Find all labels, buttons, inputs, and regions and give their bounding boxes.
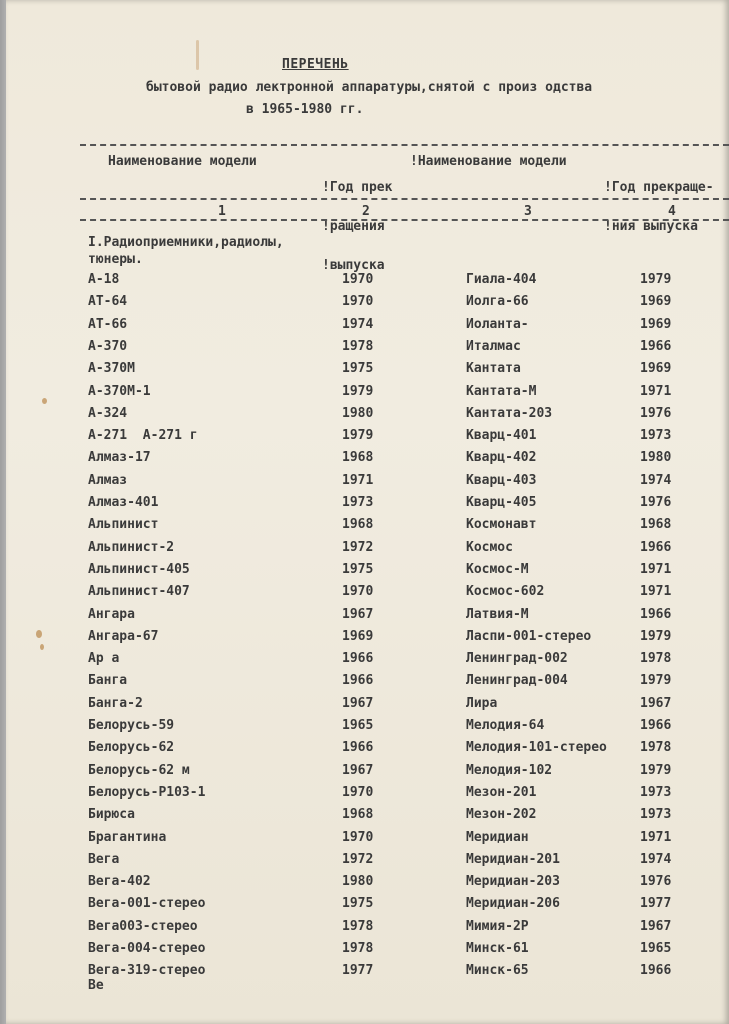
model-name: Алмаз-401 [88, 495, 159, 510]
model-name: Лира [466, 695, 498, 711]
discontinued-year: 1966 [342, 651, 374, 667]
model-name: Космонавт [466, 517, 537, 533]
discontinued-year: 1971 [640, 584, 672, 600]
discontinued-year: 1965 [640, 941, 672, 956]
discontinued-year: 1965 [342, 718, 374, 733]
model-name: Гиала-404 [466, 272, 537, 287]
model-name: Меридиан-201 [466, 851, 560, 867]
model-name: Ленинград-004 [466, 673, 568, 689]
model-name: Кантата-203 [466, 405, 553, 421]
model-name: Вега-004-стерео [88, 941, 206, 956]
discontinued-year: 1967 [640, 695, 672, 711]
column-header-1: Наименование модели [108, 154, 257, 169]
discontinued-year: 1975 [342, 561, 374, 577]
model-name: А-18 [88, 272, 120, 287]
discontinued-year: 1970 [342, 784, 374, 800]
model-name: Мелодия-101-стерео [466, 740, 607, 756]
model-name: Альпинист-2 [88, 539, 175, 555]
discontinued-year: 1971 [640, 561, 672, 577]
model-name: Белорусь-Р103-1 [88, 784, 206, 800]
discontinued-year: 1972 [342, 851, 374, 867]
discontinued-year: 1973 [640, 428, 672, 444]
model-name: Меридиан [466, 829, 529, 845]
model-name: Кварц-405 [466, 495, 537, 510]
discontinued-year: 1970 [342, 584, 374, 600]
section-heading: I.Радиоприемники,радиолы, тюнеры. [88, 235, 284, 267]
discontinued-year: 1973 [640, 807, 672, 823]
model-name: Белорусь-59 [88, 718, 175, 733]
discontinued-year: 1966 [640, 338, 672, 354]
model-name: Банга-2 [88, 695, 143, 711]
model-name: Бирюса [88, 807, 135, 823]
discontinued-year: 1969 [640, 361, 672, 377]
model-name: А-370 [88, 338, 128, 354]
discontinued-year: 1978 [342, 941, 374, 956]
model-name: АТ-64 [88, 294, 128, 310]
discontinued-year: 1969 [640, 316, 672, 332]
model-name: Латвия-М [466, 606, 529, 622]
model-name: Ангара-67 [88, 628, 159, 644]
rust-stain [196, 40, 199, 70]
discontinued-year: 1968 [342, 517, 374, 533]
discontinued-year: 1975 [342, 896, 374, 912]
document-subtitle: бытовой радио лектронной аппаратуры,снятой с произ одства [146, 80, 593, 95]
model-name: А-324 [88, 405, 128, 421]
model-name: Космос [466, 539, 513, 555]
model-name: Вега-319-стерео [88, 963, 206, 979]
model-name: А-370М-1 [88, 383, 151, 399]
discontinued-year: 1976 [640, 495, 672, 510]
model-name: Белорусь-62 [88, 740, 175, 756]
discontinued-year: 1980 [640, 450, 672, 466]
model-name: Мимия-2Р [466, 918, 529, 934]
column-number-1: 1 [218, 204, 226, 219]
page-continuation-fragment: Ве [88, 978, 104, 993]
model-name: Меридиан-203 [466, 874, 560, 890]
discontinued-year: 1978 [640, 651, 672, 667]
discontinued-year: 1967 [342, 606, 374, 622]
discontinued-year: 1970 [342, 294, 374, 310]
discontinued-year: 1975 [342, 361, 374, 377]
discontinued-year: 1971 [640, 383, 672, 399]
discontinued-year: 1966 [640, 539, 672, 555]
column-header-2-line: !ращения [322, 219, 385, 234]
model-name: Мезон-201 [466, 784, 537, 800]
model-name: Минск-61 [466, 941, 529, 956]
model-name: Ар а [88, 651, 120, 667]
discontinued-year: 1966 [342, 740, 374, 756]
discontinued-year: 1973 [640, 784, 672, 800]
model-name: Минск-65 [466, 963, 529, 979]
model-name: Вега-001-стерео [88, 896, 206, 912]
discontinued-year: 1972 [342, 539, 374, 555]
model-name: Кварц-402 [466, 450, 537, 466]
discontinued-year: 1977 [342, 963, 374, 979]
model-name: Вега-402 [88, 874, 151, 890]
discontinued-year: 1978 [640, 740, 672, 756]
model-name: А-271 А-271 г [88, 428, 198, 444]
model-name: Ленинград-002 [466, 651, 568, 667]
model-name: Кварц-401 [466, 428, 537, 444]
discontinued-year: 1967 [640, 918, 672, 934]
discontinued-year: 1979 [640, 272, 672, 287]
model-name: Кантата [466, 361, 521, 377]
column-header-2-line: !выпуска [322, 258, 385, 273]
model-name: А-370М [88, 361, 135, 377]
model-name: Альпинист-405 [88, 561, 190, 577]
discontinued-year: 1968 [342, 450, 374, 466]
model-name: Ласпи-001-стерео [466, 628, 592, 644]
discontinued-year: 1966 [640, 963, 672, 979]
discontinued-year: 1971 [342, 472, 374, 488]
discontinued-year: 1976 [640, 405, 672, 421]
model-name: Брагантина [88, 829, 167, 845]
model-name: Мелодия-102 [466, 762, 553, 778]
discontinued-year: 1969 [342, 628, 374, 644]
discontinued-year: 1979 [640, 762, 672, 778]
header-mid-rule [80, 198, 729, 200]
rust-stain [40, 644, 44, 650]
model-name: Космос-М [466, 561, 529, 577]
model-name: Алмаз [88, 472, 128, 488]
model-name: Вега [88, 851, 120, 867]
column-header-4-line: !Год прекраще- [604, 180, 714, 195]
discontinued-year: 1979 [342, 428, 374, 444]
model-name: Иолга-66 [466, 294, 529, 310]
discontinued-year: 1966 [640, 718, 672, 733]
header-top-rule [80, 144, 729, 146]
model-name: Альпинист [88, 517, 159, 533]
model-name: Банга [88, 673, 128, 689]
model-name: Ангара [88, 606, 135, 622]
model-name: Кварц-403 [466, 472, 537, 488]
discontinued-year: 1974 [640, 851, 672, 867]
model-name: Италмас [466, 338, 521, 354]
discontinued-year: 1979 [640, 673, 672, 689]
discontinued-year: 1970 [342, 829, 374, 845]
column-header-2-line: !Год прек [322, 180, 393, 195]
discontinued-year: 1979 [640, 628, 672, 644]
document-period: в 1965-1980 гг. [246, 102, 364, 117]
discontinued-year: 1966 [342, 673, 374, 689]
discontinued-year: 1967 [342, 695, 374, 711]
model-name: Мелодия-64 [466, 718, 545, 733]
discontinued-year: 1977 [640, 896, 672, 912]
model-name: Вега003-стерео [88, 918, 198, 934]
model-name: Белорусь-62 м [88, 762, 190, 778]
column-number-2: 2 [362, 204, 370, 219]
column-header-4-line: !ния выпуска [604, 219, 698, 234]
column-number-3: 3 [524, 204, 532, 219]
rust-stain [42, 398, 47, 404]
discontinued-year: 1980 [342, 874, 374, 890]
document-title: ПЕРЕЧЕНЬ [282, 57, 349, 72]
column-header-3: !Наименование модели [410, 154, 567, 169]
discontinued-year: 1968 [342, 807, 374, 823]
discontinued-year: 1974 [342, 316, 374, 332]
column-number-4: 4 [668, 204, 676, 219]
discontinued-year: 1978 [342, 338, 374, 354]
discontinued-year: 1978 [342, 918, 374, 934]
model-name: Алмаз-17 [88, 450, 151, 466]
discontinued-year: 1976 [640, 874, 672, 890]
discontinued-year: 1979 [342, 383, 374, 399]
discontinued-year: 1974 [640, 472, 672, 488]
model-name: Альпинист-407 [88, 584, 190, 600]
discontinued-year: 1973 [342, 495, 374, 510]
discontinued-year: 1966 [640, 606, 672, 622]
model-name: Космос-602 [466, 584, 545, 600]
model-name: Иоланта- [466, 316, 529, 332]
discontinued-year: 1968 [640, 517, 672, 533]
discontinued-year: 1967 [342, 762, 374, 778]
discontinued-year: 1980 [342, 405, 374, 421]
header-bottom-rule [80, 219, 729, 221]
column-header-4 [604, 155, 714, 246]
discontinued-year: 1970 [342, 272, 374, 287]
model-name: АТ-66 [88, 316, 128, 332]
model-name: Мезон-202 [466, 807, 537, 823]
discontinued-year: 1969 [640, 294, 672, 310]
model-name: Меридиан-206 [466, 896, 560, 912]
model-name: Кантата-М [466, 383, 537, 399]
discontinued-year: 1971 [640, 829, 672, 845]
rust-stain [36, 630, 42, 638]
